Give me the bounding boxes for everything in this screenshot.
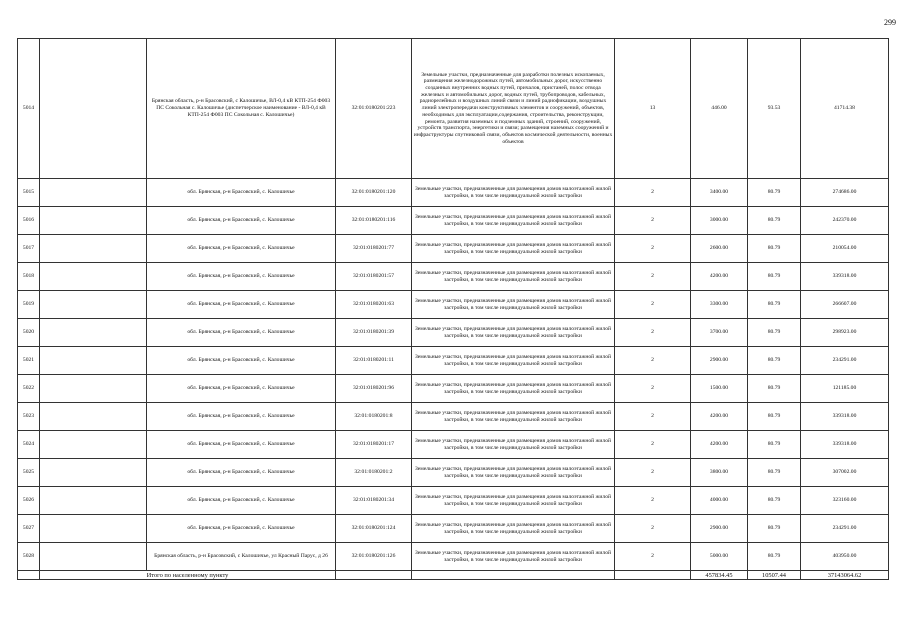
group-cell: 2 xyxy=(615,263,691,291)
cadastral-number-cell: 32:01:0180201:39 xyxy=(336,319,412,347)
area-cell: 1500.00 xyxy=(691,375,748,403)
row-number-cell: 5027 xyxy=(18,515,40,543)
address-cell: обл. Брянская, р-н Брасовский, с. Калошичье xyxy=(147,431,336,459)
area-cell: 3000.00 xyxy=(691,207,748,235)
rate-cell: 80.79 xyxy=(748,291,801,319)
cadastral-number-cell: 32:01:0180201:126 xyxy=(336,543,412,571)
cadastral-number-cell: 32:01:0180201:34 xyxy=(336,487,412,515)
rate-cell: 80.79 xyxy=(748,235,801,263)
table-row xyxy=(18,291,889,319)
land-use-cell: Земельные участки, предназначенные для размещения домов малоэтажной жилой застройки, в том числе индивидуальной жилой застройки xyxy=(412,207,615,235)
group-cell: 2 xyxy=(615,431,691,459)
empty-cell xyxy=(412,571,615,580)
table-row xyxy=(18,459,889,487)
empty-cell xyxy=(615,571,691,580)
land-use-cell: Земельные участки, предназначенные для размещения домов малоэтажной жилой застройки, в том числе индивидуальной жилой застройки xyxy=(412,319,615,347)
area-cell: 3700.00 xyxy=(691,319,748,347)
group-cell: 2 xyxy=(615,487,691,515)
cadastral-value-cell: 339318.00 xyxy=(801,263,889,291)
rate-cell: 80.79 xyxy=(748,375,801,403)
table-row xyxy=(18,431,889,459)
table-row xyxy=(18,39,889,179)
empty-cell xyxy=(40,347,147,375)
cadastral-value-cell: 339318.00 xyxy=(801,431,889,459)
group-cell: 2 xyxy=(615,543,691,571)
table-row xyxy=(18,403,889,431)
area-cell: 3400.00 xyxy=(691,179,748,207)
land-use-cell: Земельные участки, предназначенные для размещения домов малоэтажной жилой застройки, в том числе индивидуальной жилой застройки xyxy=(412,347,615,375)
area-cell: 4200.00 xyxy=(691,263,748,291)
land-use-cell: Земельные участки, предназначенные для размещения домов малоэтажной жилой застройки, в том числе индивидуальной жилой застройки xyxy=(412,431,615,459)
cadastral-number-cell: 32:01:0180201:124 xyxy=(336,515,412,543)
cadastral-value-cell: 274686.00 xyxy=(801,179,889,207)
land-use-cell: Земельные участки, предназначенные для размещения домов малоэтажной жилой застройки, в том числе индивидуальной жилой застройки xyxy=(412,487,615,515)
row-number-cell: 5016 xyxy=(18,207,40,235)
table-row xyxy=(18,375,889,403)
address-cell: обл. Брянская, р-н Брасовский, с. Калошичье xyxy=(147,487,336,515)
row-number-cell: 5025 xyxy=(18,459,40,487)
cadastral-value-cell: 210054.00 xyxy=(801,235,889,263)
cadastral-value-cell: 307002.00 xyxy=(801,459,889,487)
address-cell: обл. Брянская, р-н Брасовский, с. Калошичье xyxy=(147,263,336,291)
empty-cell xyxy=(40,319,147,347)
total-row xyxy=(18,571,889,580)
address-cell: обл. Брянская, р-н Брасовский, с. Калошичье xyxy=(147,319,336,347)
group-cell: 2 xyxy=(615,459,691,487)
empty-cell xyxy=(40,179,147,207)
empty-cell xyxy=(40,403,147,431)
group-cell: 2 xyxy=(615,515,691,543)
group-cell: 2 xyxy=(615,403,691,431)
cadastral-number-cell: 32:01:0180201:17 xyxy=(336,431,412,459)
address-cell: обл. Брянская, р-н Брасовский, с. Калошичье xyxy=(147,179,336,207)
group-cell: 2 xyxy=(615,207,691,235)
group-cell: 2 xyxy=(615,347,691,375)
group-cell: 2 xyxy=(615,291,691,319)
area-cell: 3800.00 xyxy=(691,459,748,487)
rate-cell: 80.79 xyxy=(748,179,801,207)
area-cell: 2900.00 xyxy=(691,347,748,375)
empty-cell xyxy=(40,459,147,487)
cadastral-number-cell: 32:01:0180201:223 xyxy=(336,39,412,179)
total-area-cell: 457834.45 xyxy=(691,571,748,580)
area-cell: 4000.00 xyxy=(691,487,748,515)
row-number-cell: 5017 xyxy=(18,235,40,263)
cadastral-number-cell: 32:01:0180201:77 xyxy=(336,235,412,263)
address-cell: обл. Брянская, р-н Брасовский, с. Калошичье xyxy=(147,347,336,375)
empty-cell xyxy=(40,515,147,543)
table-row xyxy=(18,235,889,263)
rate-cell: 80.79 xyxy=(748,487,801,515)
area-cell: 4200.00 xyxy=(691,431,748,459)
rate-cell: 93.53 xyxy=(748,39,801,179)
land-use-cell: Земельные участки, предназначенные для размещения домов малоэтажной жилой застройки, в том числе индивидуальной жилой застройки xyxy=(412,459,615,487)
rate-cell: 80.79 xyxy=(748,263,801,291)
rate-cell: 80.79 xyxy=(748,403,801,431)
cadastral-number-cell: 32:01:0180201:2 xyxy=(336,459,412,487)
table-row xyxy=(18,347,889,375)
rate-cell: 80.79 xyxy=(748,319,801,347)
row-number-cell: 5014 xyxy=(18,39,40,179)
cadastral-value-cell: 323160.00 xyxy=(801,487,889,515)
land-use-cell: Земельные участки, предназначенные для размещения домов малоэтажной жилой застройки, в том числе индивидуальной жилой застройки xyxy=(412,403,615,431)
cadastral-value-cell: 298923.00 xyxy=(801,319,889,347)
rate-cell: 80.79 xyxy=(748,207,801,235)
address-cell: обл. Брянская, р-н Брасовский, с. Калошичье xyxy=(147,403,336,431)
cadastral-number-cell: 32:01:0180201:63 xyxy=(336,291,412,319)
table-row xyxy=(18,543,889,571)
group-cell: 2 xyxy=(615,319,691,347)
rate-cell: 80.79 xyxy=(748,515,801,543)
land-use-cell: Земельные участки, предназначенные для разработки полезных ископаемых, размещения железнодорожных путей, автомобильных дорог, искусственно созданных внутренних водных путей, причалов, пристаней, полос отвода железных и автомобильных дорог, водных путей, трубопроводов, кабельных, радиорелейных и воздушных линий связи и линий радиофикации, воздушных линий электропередачи конструктивных элементов и сооружений, объектов, необходимых для эксплуатации,содержания, строительства, реконструкции, ремонта, развития наземных и подземных зданий, строений, сооружений, устройств транспорта, энергетики и связи; размещения наземных сооружений и инфраструктуры спутниковой связи, объектов космической деятельности, военных объектов xyxy=(412,39,615,179)
cadastral-number-cell: 32:01:0180201:120 xyxy=(336,179,412,207)
table-row xyxy=(18,319,889,347)
area-cell: 5000.00 xyxy=(691,543,748,571)
empty-cell xyxy=(40,291,147,319)
row-number-cell: 5021 xyxy=(18,347,40,375)
table-row xyxy=(18,179,889,207)
table-row xyxy=(18,515,889,543)
address-cell: Брянская область, р-н Брасовский, с Калошичье, ВЛ-0,4 кВ КТП-254 Ф003 ПС Сокольная с. Калошичье (диспетчерское наименование - ВЛ-0,4 кВ КТП-254 Ф003 ПС Сокольная с. Калошичье) xyxy=(147,39,336,179)
empty-cell xyxy=(40,235,147,263)
row-number-cell: 5026 xyxy=(18,487,40,515)
empty-cell xyxy=(40,39,147,179)
cadastral-number-cell: 32:01:0180201:8 xyxy=(336,403,412,431)
row-number-cell: 5028 xyxy=(18,543,40,571)
row-number-cell: 5020 xyxy=(18,319,40,347)
group-cell: 2 xyxy=(615,375,691,403)
cadastral-value-cell: 121185.00 xyxy=(801,375,889,403)
empty-cell xyxy=(40,263,147,291)
address-cell: обл. Брянская, р-н Брасовский, с. Калошичье xyxy=(147,207,336,235)
cadastral-value-cell: 242370.00 xyxy=(801,207,889,235)
empty-cell xyxy=(40,543,147,571)
empty-cell xyxy=(18,571,40,580)
cadastral-number-cell: 32:01:0180201:57 xyxy=(336,263,412,291)
rate-cell: 80.79 xyxy=(748,347,801,375)
address-cell: Брянская область, р-н Брасовский, с Калошичье, ул Красный Парус, д 26 xyxy=(147,543,336,571)
area-cell: 2900.00 xyxy=(691,515,748,543)
total-rate-cell: 10507.44 xyxy=(748,571,801,580)
empty-cell xyxy=(40,487,147,515)
cadastral-value-cell: 41714.38 xyxy=(801,39,889,179)
empty-cell xyxy=(40,431,147,459)
land-use-cell: Земельные участки, предназначенные для размещения домов малоэтажной жилой застройки, в том числе индивидуальной жилой застройки xyxy=(412,179,615,207)
row-number-cell: 5024 xyxy=(18,431,40,459)
address-cell: обл. Брянская, р-н Брасовский, с. Калошичье xyxy=(147,515,336,543)
table-body xyxy=(18,39,889,580)
group-cell: 2 xyxy=(615,235,691,263)
cadastral-value-cell: 234291.00 xyxy=(801,347,889,375)
table-row xyxy=(18,263,889,291)
area-cell: 3300.00 xyxy=(691,291,748,319)
land-use-cell: Земельные участки, предназначенные для размещения домов малоэтажной жилой застройки, в том числе индивидуальной жилой застройки xyxy=(412,515,615,543)
land-use-cell: Земельные участки, предназначенные для размещения домов малоэтажной жилой застройки, в том числе индивидуальной жилой застройки xyxy=(412,263,615,291)
land-use-cell: Земельные участки, предназначенные для размещения домов малоэтажной жилой застройки, в том числе индивидуальной жилой застройки xyxy=(412,543,615,571)
total-label-cell: Итого по населенному пункту xyxy=(40,571,336,580)
land-use-cell: Земельные участки, предназначенные для размещения домов малоэтажной жилой застройки, в том числе индивидуальной жилой застройки xyxy=(412,235,615,263)
cadastral-number-cell: 32:01:0180201:116 xyxy=(336,207,412,235)
address-cell: обл. Брянская, р-н Брасовский, с. Калошичье xyxy=(147,235,336,263)
rate-cell: 80.79 xyxy=(748,459,801,487)
group-cell: 13 xyxy=(615,39,691,179)
empty-cell xyxy=(40,375,147,403)
cadastral-value-cell: 403950.00 xyxy=(801,543,889,571)
address-cell: обл. Брянская, р-н Брасовский, с. Калошичье xyxy=(147,459,336,487)
page-number: 299 xyxy=(884,18,896,27)
address-cell: обл. Брянская, р-н Брасовский, с. Калошичье xyxy=(147,375,336,403)
group-cell: 2 xyxy=(615,179,691,207)
row-number-cell: 5018 xyxy=(18,263,40,291)
row-number-cell: 5022 xyxy=(18,375,40,403)
total-value-cell: 37143064.62 xyxy=(801,571,889,580)
address-cell: обл. Брянская, р-н Брасовский, с. Калошичье xyxy=(147,291,336,319)
empty-cell xyxy=(40,207,147,235)
cadastral-number-cell: 32:01:0180201:11 xyxy=(336,347,412,375)
row-number-cell: 5019 xyxy=(18,291,40,319)
area-cell: 4200.00 xyxy=(691,403,748,431)
area-cell: 446.00 xyxy=(691,39,748,179)
cadastral-value-cell: 339318.00 xyxy=(801,403,889,431)
table-row xyxy=(18,487,889,515)
cadastral-value-cell: 266607.00 xyxy=(801,291,889,319)
cadastral-value-table xyxy=(17,38,889,580)
rate-cell: 80.79 xyxy=(748,431,801,459)
cadastral-value-cell: 234291.00 xyxy=(801,515,889,543)
table-row xyxy=(18,207,889,235)
cadastral-number-cell: 32:01:0180201:96 xyxy=(336,375,412,403)
land-use-cell: Земельные участки, предназначенные для размещения домов малоэтажной жилой застройки, в том числе индивидуальной жилой застройки xyxy=(412,375,615,403)
empty-cell xyxy=(336,571,412,580)
rate-cell: 80.79 xyxy=(748,543,801,571)
row-number-cell: 5015 xyxy=(18,179,40,207)
area-cell: 2600.00 xyxy=(691,235,748,263)
land-use-cell: Земельные участки, предназначенные для размещения домов малоэтажной жилой застройки, в том числе индивидуальной жилой застройки xyxy=(412,291,615,319)
row-number-cell: 5023 xyxy=(18,403,40,431)
